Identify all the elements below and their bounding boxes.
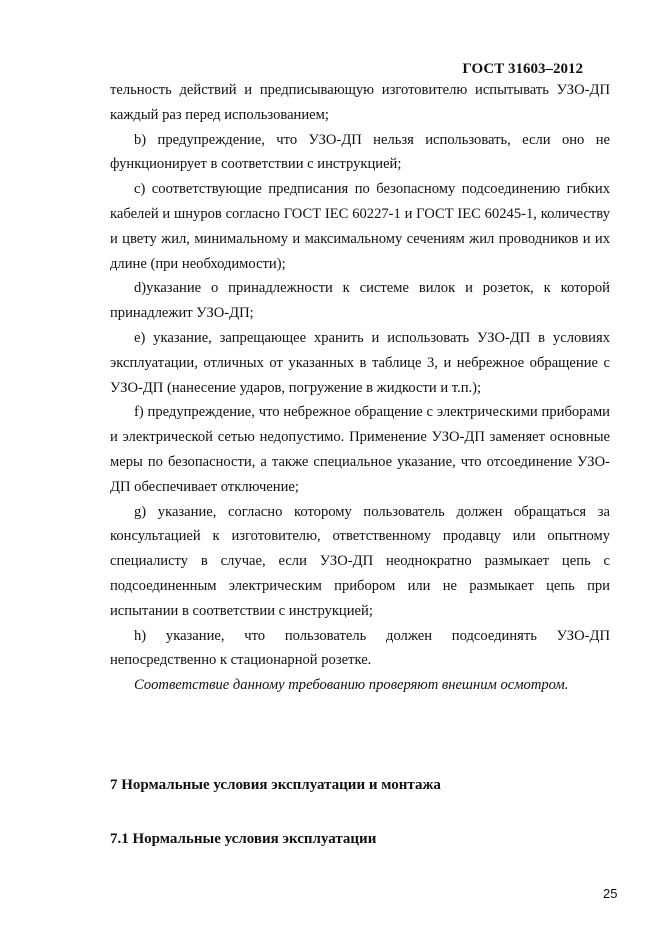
section-heading-7: 7 Нормальные условия эксплуатации и монтажа [110,777,441,793]
list-item-d: d)указание о принадлежности к системе вилок и розеток, к которой принадлежит УЗО-ДП; [110,280,610,322]
document-header: ГОСТ 31603–2012 [462,61,583,77]
list-item-h: h) указание, что пользователь должен подсоединять УЗО-ДП непосредственно к стационарной розетке. [110,627,610,669]
list-item-g-text: ) указание, согласно которому пользователь должен обращаться за консультацией к изготовителю, ответственному продавцу или опытному специалисту в случае, если УЗО-ДП неоднократно размыкает цепь с подсоединенным электрическим прибором или не размыкает цепь при испытании в соответствии с инструкцией; [110,503,610,619]
list-item-b: b) предупреждение, что УЗО-ДП нельзя использовать, если оно не функционирует в соответствии с инструкцией; [110,131,610,173]
list-item-e: e) указание, запрещающее хранить и использовать УЗО-ДП в условиях эксплуатации, отличных от указанных в таблице 3, и небрежное обращение с УЗО-ДП (нанесение ударов, погружение в жидкости и т.п.); [110,329,610,396]
list-item-f: f) предупреждение, что небрежное обращение с электрическими приборами и электрической сетью недопустимо. Применение УЗО-ДП заменяет основные меры по безопасности, а также специальное указание, что отсоединение УЗО-ДП обеспечивает отключение; [110,404,610,495]
section-heading-7-1: 7.1 Нормальные условия эксплуатации [110,831,377,847]
body-text [110,78,610,698]
list-item-g [110,500,610,624]
list-item-c: c) соответствующие предписания по безопасному подсоединению гибких кабелей и шнуров согласно ГОСТ IEC 60227-1 и ГОСТ IEC 60245-1, количеству и цвету жил, минимальному и максимальному сечениям жил проводников и их длине (при необходимости); [110,181,610,272]
paragraph-continuation: тельность действий и предписывающую изготовителю испытывать УЗО-ДП каждый раз перед использованием; [110,82,610,123]
page-number: 25 [603,886,618,901]
list-item-g-letter: g [134,503,142,520]
compliance-note: Соответствие данному требованию проверяют внешним осмотром. [134,677,569,694]
